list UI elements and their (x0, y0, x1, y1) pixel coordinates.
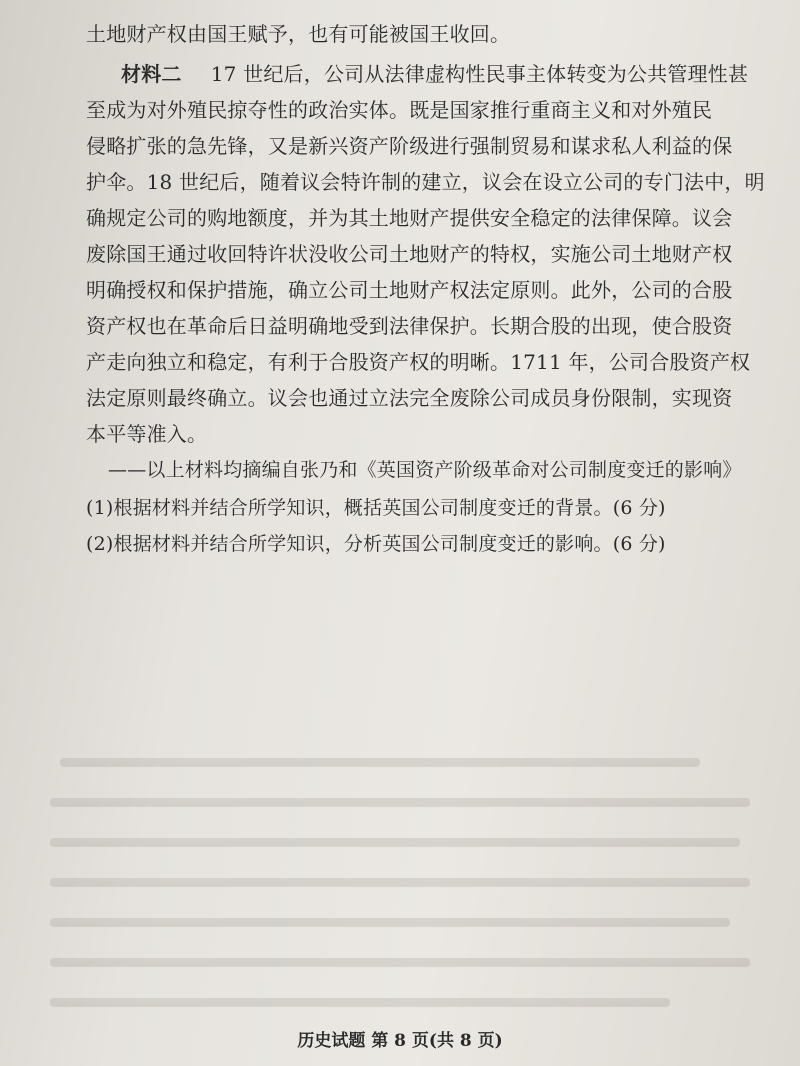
text-line: 废除国王通过收回特许状没收公司土地财产的特权，实施公司土地财产权 (86, 242, 733, 266)
question-2: (2)根据材料并结合所学知识，分析英国公司制度变迁的影响。(6 分) (86, 533, 666, 555)
text-line: 资产权也在革命后日益明确地受到法律保护。长期合股的出现，使合股资 (86, 314, 733, 338)
text-line: 法定原则最终确立。议会也通过立法完全废除公司成员身份限制，实现资 (86, 386, 733, 410)
source-citation: ——以上材料均摘编自张乃和《英国资产阶级革命对公司制度变迁的影响》 (108, 459, 742, 481)
question-1: (1)根据材料并结合所学知识，概括英国公司制度变迁的背景。(6 分) (86, 497, 666, 519)
material-label: 材料二 (121, 62, 182, 86)
page-footer: 历史试题 第 8 页(共 8 页) (297, 1031, 503, 1051)
text-line: 侵略扩张的急先锋，又是新兴资产阶级进行强制贸易和谋求私人利益的保 (86, 134, 733, 158)
text-line: 17 世纪后，公司从法律虚构性民事主体转变为公共管理性甚 (210, 62, 749, 86)
text-line: 产走向独立和稳定，有利于合股资产权的明晰。1711 年，公司合股资产权 (86, 350, 751, 374)
material-two-line (121, 60, 748, 88)
text-line: 确规定公司的购地额度，并为其土地财产提供安全稳定的法律保障。议会 (86, 206, 733, 230)
bleed-through-lines (40, 750, 770, 1020)
text-line: 土地财产权由国王赋予，也有可能被国王收回。 (86, 22, 511, 46)
text-line: 护伞。18 世纪后，随着议会特许制的建立，议会在设立公司的专门法中，明 (86, 170, 765, 194)
text-line: 本平等准入。 (86, 422, 208, 446)
bleed-through-texture (40, 750, 770, 1020)
text-line: 至成为对外殖民掠夺性的政治实体。既是国家推行重商主义和对外殖民 (86, 98, 713, 122)
text-line: 明确授权和保护措施，确立公司土地财产权法定原则。此外，公司的合股 (86, 278, 733, 302)
